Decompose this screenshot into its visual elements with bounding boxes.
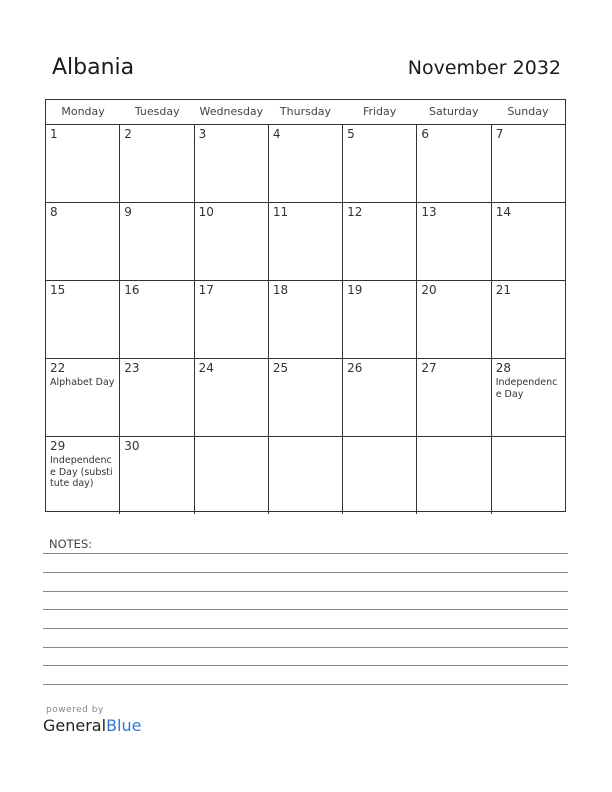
day-cell <box>46 203 119 280</box>
day-cell <box>194 203 268 280</box>
weekday-thursday: Thursday <box>279 105 332 118</box>
note-line <box>43 609 568 610</box>
day-cell <box>46 359 119 436</box>
day-cell <box>416 281 490 358</box>
day-cell <box>194 281 268 358</box>
day-number: 22 <box>50 361 66 375</box>
brand-blue-text: Blue <box>106 716 142 735</box>
day-number: 21 <box>495 283 511 297</box>
day-cell <box>416 125 490 202</box>
day-number: 26 <box>347 361 363 375</box>
day-number: 12 <box>347 205 363 219</box>
day-cell <box>194 359 268 436</box>
note-line <box>43 665 568 666</box>
day-cell <box>342 359 416 436</box>
weekday-tuesday: Tuesday <box>134 105 180 118</box>
weekday-friday: Friday <box>362 105 397 118</box>
day-number: 20 <box>421 283 437 297</box>
day-number: 4 <box>272 127 281 141</box>
note-line <box>43 628 568 629</box>
calendar-grid <box>45 99 566 512</box>
day-cell <box>268 203 342 280</box>
day-number: 14 <box>495 205 511 219</box>
day-cell <box>491 437 565 514</box>
weekday-monday: Monday <box>61 105 105 118</box>
week-row <box>46 203 565 281</box>
day-number: 24 <box>198 361 214 375</box>
day-number: 16 <box>124 283 140 297</box>
day-cell <box>119 125 193 202</box>
month-title: November 2032 <box>407 57 561 79</box>
day-cell <box>268 437 342 514</box>
day-number: 9 <box>124 205 132 219</box>
powered-by-text: powered by <box>46 705 104 715</box>
day-cell <box>46 281 119 358</box>
generalblue-logo <box>43 716 141 735</box>
day-number: 17 <box>198 283 214 297</box>
day-number: 5 <box>347 127 355 141</box>
day-number: 28 <box>495 361 511 375</box>
day-cell <box>119 203 193 280</box>
day-number: 6 <box>421 127 430 141</box>
day-cell <box>268 281 342 358</box>
day-cell <box>119 437 193 514</box>
note-line <box>43 553 568 554</box>
note-line <box>43 591 568 592</box>
week-row <box>46 359 565 437</box>
notes-label: NOTES: <box>49 537 93 551</box>
day-cell <box>342 281 416 358</box>
day-cell <box>342 203 416 280</box>
day-cell <box>119 281 193 358</box>
day-number: 18 <box>272 283 289 297</box>
weekday-saturday: Saturday <box>428 105 479 118</box>
day-cell <box>194 125 268 202</box>
weekday-header-row <box>46 100 565 125</box>
day-number: 23 <box>124 361 140 375</box>
day-cell <box>416 437 490 514</box>
day-cell <box>46 437 119 514</box>
day-number: 2 <box>124 127 132 141</box>
weekday-sunday: Sunday <box>507 105 549 118</box>
day-number: 7 <box>495 127 504 141</box>
note-line <box>43 684 568 685</box>
day-number: 19 <box>347 283 363 297</box>
note-line <box>43 647 568 648</box>
day-cell <box>342 125 416 202</box>
day-number: 30 <box>124 439 140 453</box>
day-number: 15 <box>50 283 66 297</box>
day-number: 27 <box>421 361 437 375</box>
day-number: 8 <box>50 205 58 219</box>
day-cell <box>46 125 119 202</box>
day-number: 3 <box>198 127 207 141</box>
holiday-label: Alphabet Day <box>50 377 115 388</box>
day-cell <box>342 437 416 514</box>
holiday-label: Independence Day <box>495 377 558 400</box>
day-cell <box>416 203 490 280</box>
day-cell <box>491 203 565 280</box>
day-number: 1 <box>50 127 58 141</box>
day-cell <box>268 359 342 436</box>
day-number: 11 <box>272 205 289 219</box>
holiday-label: Independence Day (substitute day) <box>50 455 113 489</box>
day-cell <box>268 125 342 202</box>
week-row <box>46 437 565 514</box>
day-number: 29 <box>50 439 66 453</box>
country-title: Albania <box>52 55 135 80</box>
weekday-wednesday: Wednesday <box>199 105 264 118</box>
day-number: 13 <box>421 205 437 219</box>
day-cell <box>491 125 565 202</box>
brand-general-text: General <box>43 716 107 735</box>
weeks-container <box>46 125 565 514</box>
day-cell <box>119 359 193 436</box>
day-cell <box>194 437 268 514</box>
day-cell <box>416 359 490 436</box>
day-number: 10 <box>198 205 214 219</box>
day-cell <box>491 359 565 436</box>
day-number: 25 <box>272 361 289 375</box>
week-row <box>46 281 565 359</box>
day-cell <box>491 281 565 358</box>
note-line <box>43 572 568 573</box>
week-row <box>46 125 565 203</box>
